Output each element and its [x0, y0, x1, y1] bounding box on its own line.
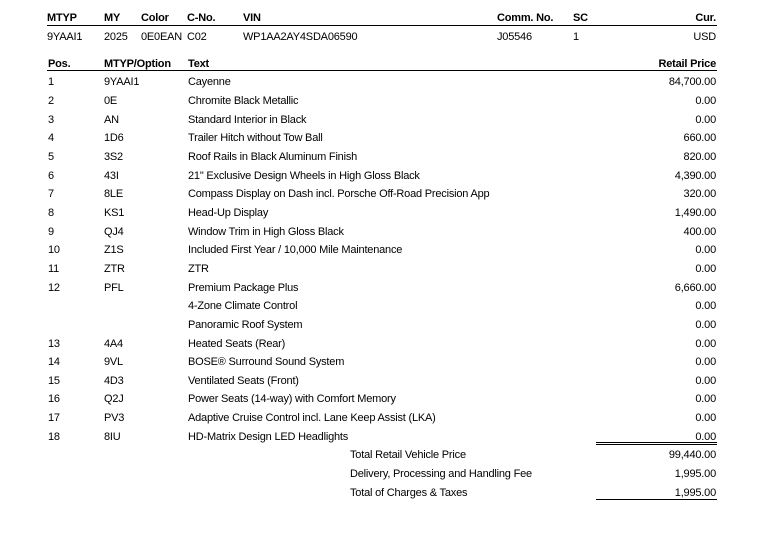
table-row — [47, 411, 717, 425]
row-text: Compass Display on Dash incl. Porsche Off-Road Precision App — [188, 188, 490, 200]
table-row — [47, 225, 717, 239]
row-text: Included First Year / 10,000 Mile Maintenance — [188, 244, 403, 256]
total-value: 1,995.00 — [674, 487, 716, 499]
header-value-vin: WP1AA2AY4SDA06590 — [243, 31, 358, 43]
header-label-vin: VIN — [243, 12, 261, 24]
row-code: 4A4 — [104, 338, 123, 350]
row-pos: 9 — [48, 226, 54, 238]
table-row — [47, 355, 717, 369]
table-row — [47, 392, 717, 406]
row-pos: 8 — [48, 207, 54, 219]
row-price: 0.00 — [695, 393, 716, 405]
column-header-price: Retail Price — [658, 58, 716, 70]
total-value: 1,995.00 — [674, 468, 716, 480]
row-text: Panoramic Roof System — [188, 319, 303, 331]
header-value-mtyp: 9YAAI1 — [47, 31, 83, 43]
row-pos: 3 — [48, 114, 54, 126]
header-label-my: MY — [104, 12, 121, 24]
row-text: Window Trim in High Gloss Black — [188, 226, 344, 238]
row-text: Chromite Black Metallic — [188, 95, 299, 107]
row-text: Cayenne — [188, 76, 231, 88]
total-row — [47, 486, 717, 500]
row-pos: 16 — [48, 393, 60, 405]
table-row — [47, 150, 717, 164]
header-value-sc: 1 — [573, 31, 579, 43]
header-value-cno: C02 — [187, 31, 207, 43]
column-header-code: MTYP/Option — [104, 58, 171, 70]
row-pos: 5 — [48, 151, 54, 163]
row-price: 0.00 — [695, 244, 716, 256]
row-pos: 12 — [48, 282, 60, 294]
row-text: Trailer Hitch without Tow Ball — [188, 132, 323, 144]
row-text: Ventilated Seats (Front) — [188, 375, 299, 387]
row-text: Standard Interior in Black — [188, 114, 307, 126]
subtotal-divider-double — [596, 444, 717, 445]
row-pos: 14 — [48, 356, 60, 368]
row-price: 820.00 — [683, 151, 716, 163]
header-value-color: 0E0EAN — [141, 31, 182, 43]
header-values-row — [47, 31, 717, 44]
total-label: Total of Charges & Taxes — [350, 487, 468, 499]
total-row — [47, 448, 717, 462]
header-value-my: 2025 — [104, 31, 128, 43]
table-header — [47, 58, 717, 71]
row-pos: 18 — [48, 431, 60, 443]
table-row — [47, 281, 717, 295]
table-row — [47, 374, 717, 388]
row-price: 0.00 — [695, 114, 716, 126]
row-price: 1,490.00 — [674, 207, 716, 219]
header-label-cur: Cur. — [695, 12, 716, 24]
row-price: 0.00 — [695, 375, 716, 387]
row-price: 4,390.00 — [674, 170, 716, 182]
row-price: 0.00 — [695, 356, 716, 368]
table-row — [47, 75, 717, 89]
row-text: Premium Package Plus — [188, 282, 299, 294]
header-label-mtyp: MTYP — [47, 12, 77, 24]
row-code: 8IU — [104, 431, 121, 443]
row-price: 660.00 — [683, 132, 716, 144]
row-text: Head-Up Display — [188, 207, 269, 219]
row-price: 0.00 — [695, 319, 716, 331]
row-price: 400.00 — [683, 226, 716, 238]
table-row — [47, 187, 717, 201]
header-value-comm: J05546 — [497, 31, 532, 43]
row-code: 1D6 — [104, 132, 124, 144]
header-label-color: Color — [141, 12, 169, 24]
row-pos: 10 — [48, 244, 60, 256]
total-label: Delivery, Processing and Handling Fee — [350, 468, 532, 480]
table-row — [47, 169, 717, 183]
row-text: BOSE® Surround Sound System — [188, 356, 345, 368]
header-label-cno: C-No. — [187, 12, 216, 24]
header-label-comm: Comm. No. — [497, 12, 554, 24]
total-row — [47, 467, 717, 481]
row-code: KS1 — [104, 207, 125, 219]
header-label-sc: SC — [573, 12, 588, 24]
row-code: 9VL — [104, 356, 123, 368]
row-price: 0.00 — [695, 95, 716, 107]
table-row — [47, 131, 717, 145]
row-code: 3S2 — [104, 151, 123, 163]
table-row — [47, 262, 717, 276]
row-code: 8LE — [104, 188, 123, 200]
row-pos: 13 — [48, 338, 60, 350]
table-row — [47, 243, 717, 257]
row-code: Z1S — [104, 244, 124, 256]
row-text: 21" Exclusive Design Wheels in High Gloss Black — [188, 170, 420, 182]
row-text: ZTR — [188, 263, 209, 275]
row-code: PV3 — [104, 412, 125, 424]
total-label: Total Retail Vehicle Price — [350, 449, 466, 461]
row-pos: 2 — [48, 95, 54, 107]
row-text: HD-Matrix Design LED Headlights — [188, 431, 349, 443]
row-code: Q2J — [104, 393, 124, 405]
row-text: Roof Rails in Black Aluminum Finish — [188, 151, 358, 163]
total-value: 99,440.00 — [668, 449, 716, 461]
header-value-cur: USD — [693, 31, 716, 43]
row-price: 6,660.00 — [674, 282, 716, 294]
row-price: 0.00 — [695, 412, 716, 424]
row-price: 0.00 — [695, 300, 716, 312]
header-labels-row — [47, 12, 717, 26]
table-row — [47, 94, 717, 108]
row-code: QJ4 — [104, 226, 124, 238]
table-row — [47, 206, 717, 220]
row-code: 43I — [104, 170, 119, 182]
column-header-text: Text — [188, 58, 210, 70]
row-price: 320.00 — [683, 188, 716, 200]
row-pos: 4 — [48, 132, 54, 144]
row-pos: 11 — [48, 263, 60, 275]
row-pos: 6 — [48, 170, 54, 182]
table-row — [47, 299, 717, 313]
row-code: 4D3 — [104, 375, 124, 387]
row-price: 0.00 — [695, 263, 716, 275]
row-price: 0.00 — [695, 431, 716, 443]
subtotal-divider — [596, 442, 717, 443]
column-header-pos: Pos. — [48, 58, 71, 70]
grand-total-divider — [596, 499, 717, 500]
table-row — [47, 318, 717, 332]
row-pos: 7 — [48, 188, 54, 200]
row-pos: 15 — [48, 375, 60, 387]
row-code: ZTR — [104, 263, 125, 275]
row-price: 0.00 — [695, 338, 716, 350]
row-code: 9YAAI1 — [104, 76, 140, 88]
table-row — [47, 113, 717, 127]
row-code: 0E — [104, 95, 118, 107]
row-price: 84,700.00 — [668, 76, 716, 88]
row-text: Power Seats (14-way) with Comfort Memory — [188, 393, 396, 405]
row-text: Heated Seats (Rear) — [188, 338, 286, 350]
row-code: PFL — [104, 282, 124, 294]
table-row — [47, 337, 717, 351]
row-pos: 1 — [48, 76, 54, 88]
row-text: Adaptive Cruise Control incl. Lane Keep Assist (LKA) — [188, 412, 436, 424]
row-code: AN — [104, 114, 119, 126]
row-text: 4-Zone Climate Control — [188, 300, 298, 312]
row-pos: 17 — [48, 412, 60, 424]
